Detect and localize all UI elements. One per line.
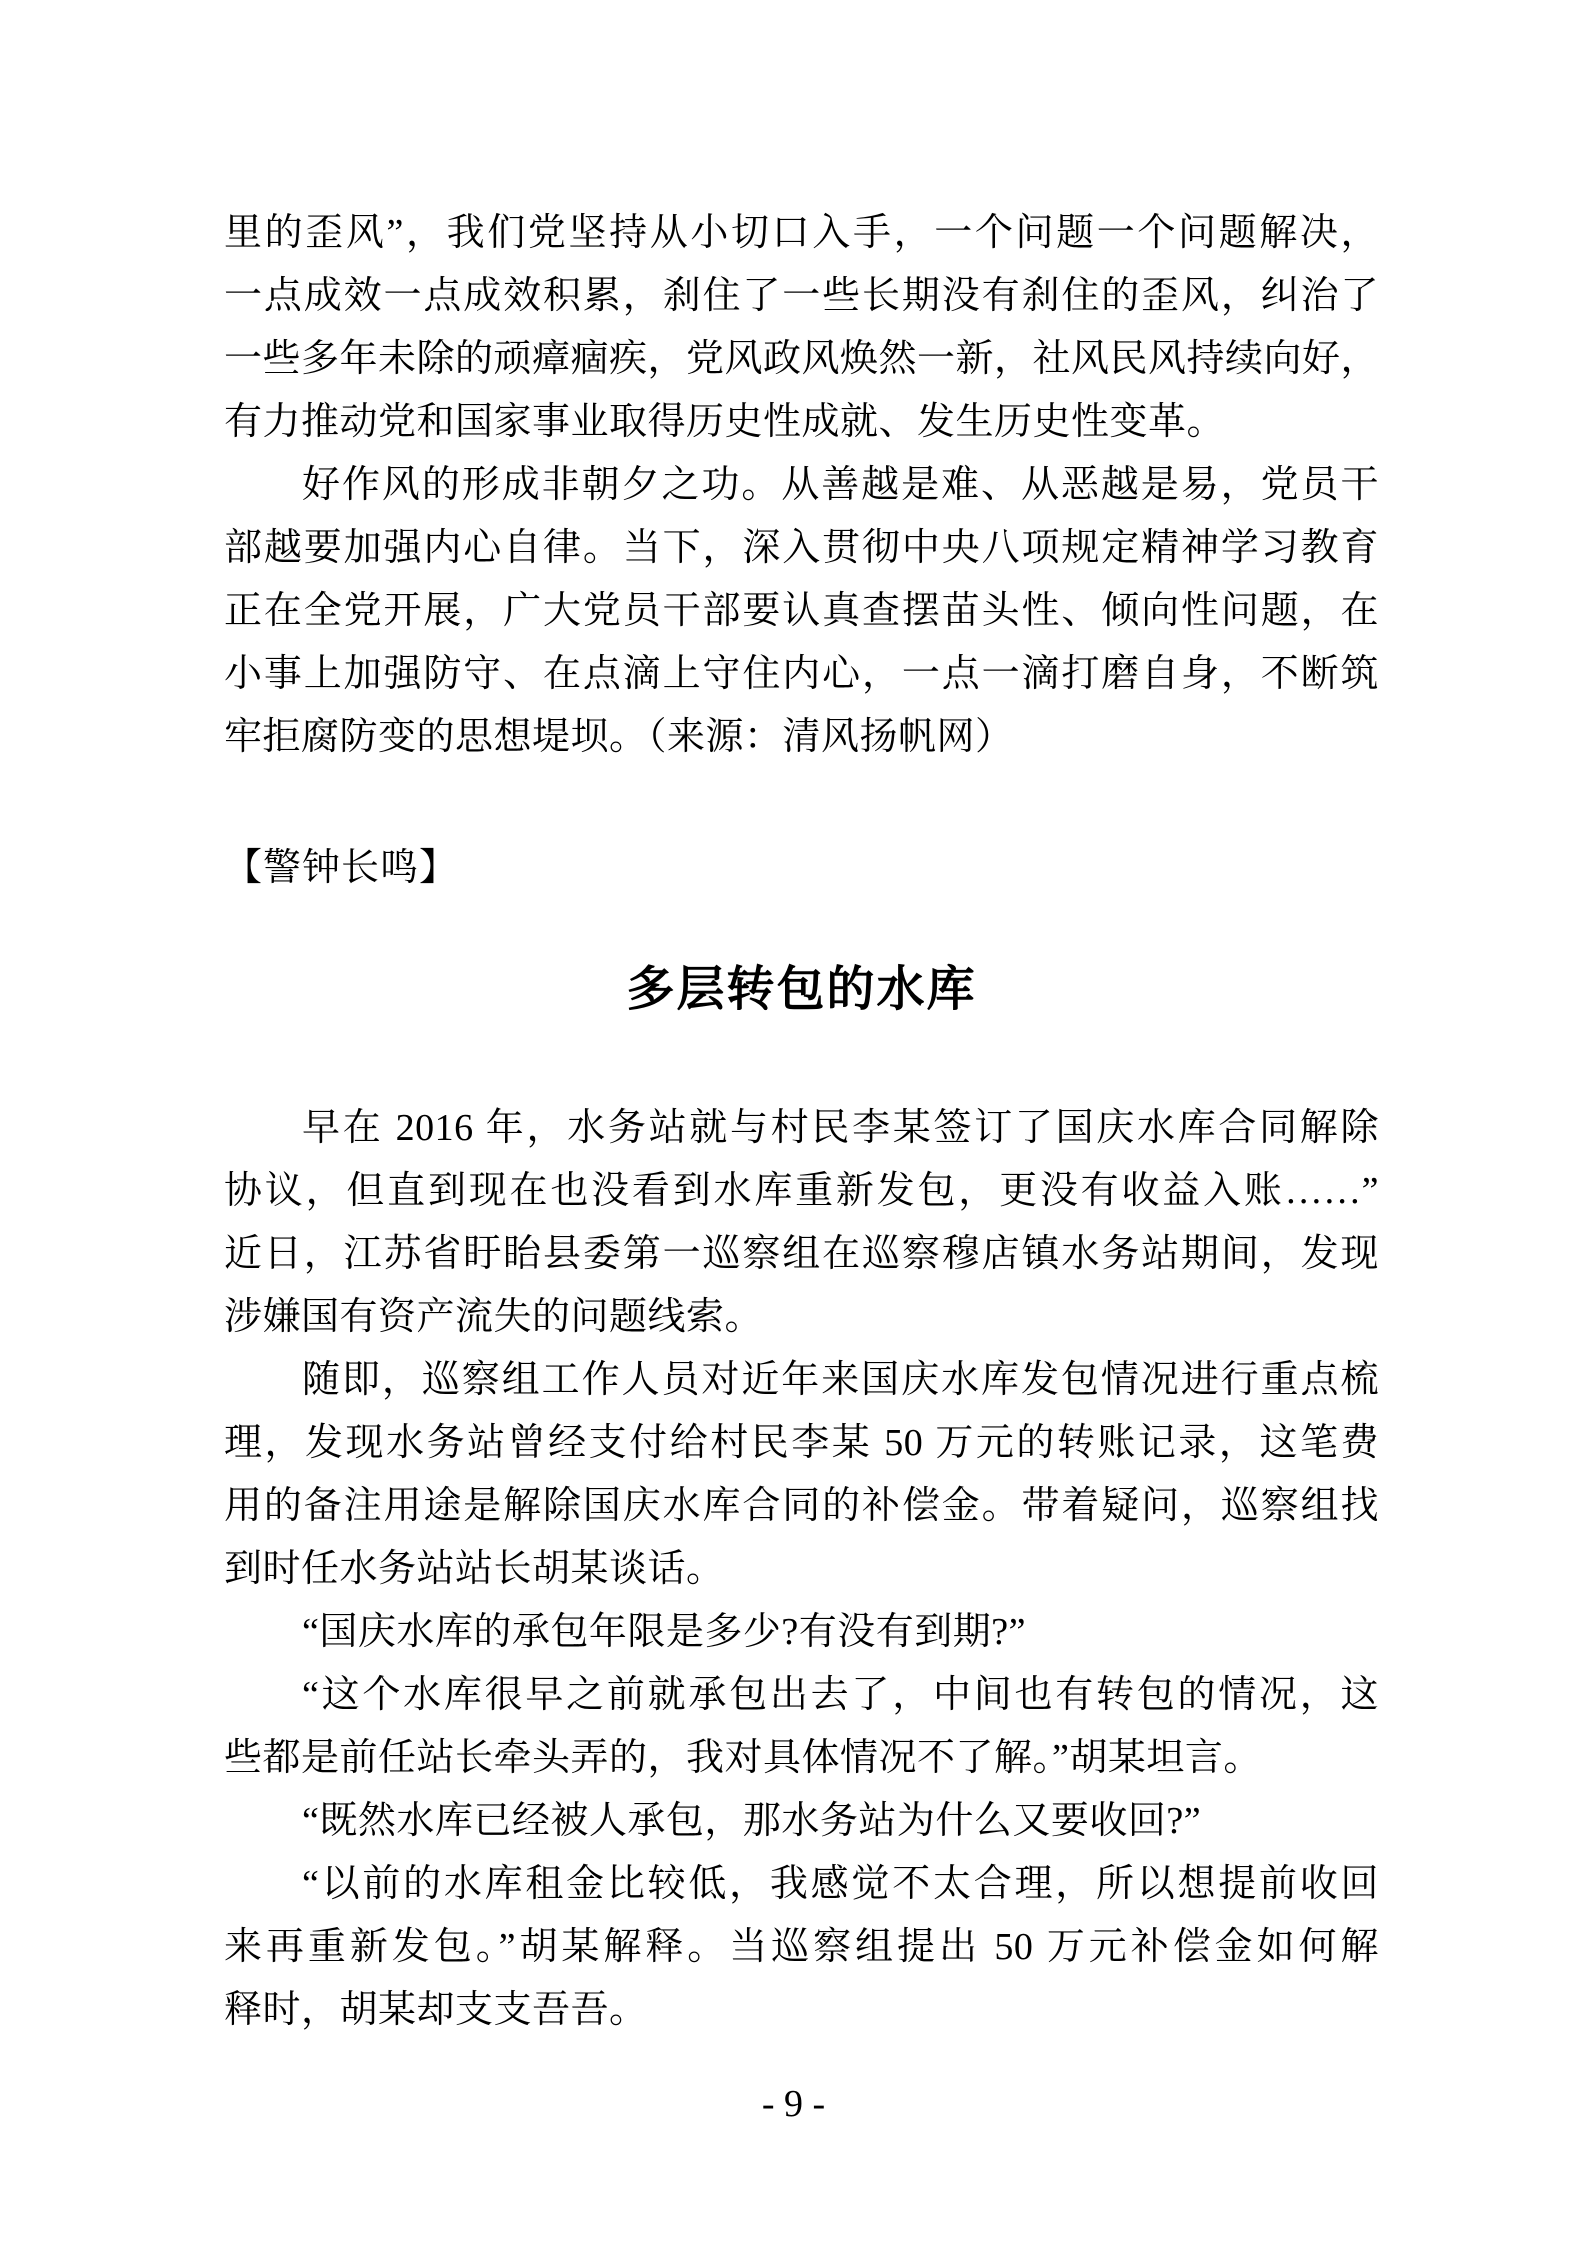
page-content — [224, 202, 1379, 2042]
text-line: 随即，巡察组工作人员对近年来国庆水库发包情况进行重点梳 — [302, 1359, 1379, 1401]
story-paragraph-1 — [224, 1097, 1379, 1349]
text-line: 部越要加强内心自律。当下，深入贯彻中央八项规定精神学习教育 — [224, 527, 1379, 569]
dialogue-line: 些都是前任站长牵头弄的，我对具体情况不了解。”胡某坦言。 — [224, 1737, 1262, 1779]
dialogue-line: 释时，胡某却支支吾吾。 — [224, 1989, 648, 2031]
story-paragraph-2 — [224, 1349, 1379, 1601]
text-line: 用的备注用途是解除国庆水库合同的补偿金。带着疑问，巡察组找 — [224, 1485, 1379, 1527]
lead-paragraph-1 — [224, 202, 1379, 454]
dialogue-line: “以前的水库租金比较低，我感觉不太合理，所以想提前收回 — [302, 1863, 1379, 1905]
text-line: 到时任水务站站长胡某谈话。 — [224, 1548, 725, 1590]
section-heading: 【警钟长鸣】 — [224, 847, 459, 889]
text-line: 一些多年未除的顽瘴痼疾，党风政风焕然一新，社风民风持续向好， — [224, 338, 1379, 380]
dialogue-paragraph-3 — [224, 1790, 1379, 1853]
dialogue-paragraph-4 — [224, 1853, 1379, 2042]
article-title: 多层转包的水库 — [626, 963, 977, 1016]
text-line: 正在全党开展，广大党员干部要认真查摆苗头性、倾向性问题，在 — [224, 590, 1379, 632]
text-line: 早在 2016 年，水务站就与村民李某签订了国庆水库合同解除 — [302, 1107, 1379, 1149]
dialogue-line: 来再重新发包。”胡某解释。当巡察组提出 50 万元补偿金如何解 — [224, 1926, 1379, 1968]
text-line: 牢拒腐防变的思想堤坝。（来源：清风扬帆网） — [224, 716, 1014, 758]
text-line: 小事上加强防守、在点滴上守住内心，一点一滴打磨自身，不断筑 — [224, 653, 1379, 695]
dialogue-line: “国庆水库的承包年限是多少?有没有到期?” — [302, 1611, 1026, 1653]
dialogue-paragraph-1 — [224, 1601, 1379, 1664]
page-number: - 9 - — [761, 2083, 826, 2125]
text-line: 涉嫌国有资产流失的问题线索。 — [224, 1296, 764, 1338]
text-line: 里的歪风”，我们党坚持从小切口入手，一个问题一个问题解决， — [224, 212, 1379, 254]
lead-paragraph-2 — [224, 454, 1379, 769]
text-line: 有力推动党和国家事业取得历史性成就、发生历史性变革。 — [224, 401, 1226, 443]
text-line: 理，发现水务站曾经支付给村民李某 50 万元的转账记录，这笔费 — [224, 1422, 1379, 1464]
dialogue-paragraph-2 — [224, 1664, 1379, 1790]
text-line: 协议，但直到现在也没看到水库重新发包，更没有收益入账……” — [224, 1170, 1379, 1212]
text-line: 好作风的形成非朝夕之功。从善越是难、从恶越是易，党员干 — [302, 464, 1379, 506]
text-line: 一点成效一点成效积累，刹住了一些长期没有刹住的歪风，纠治了 — [224, 275, 1379, 317]
text-line: 近日，江苏省盱眙县委第一巡察组在巡察穆店镇水务站期间，发现 — [224, 1233, 1379, 1275]
dialogue-line: “这个水库很早之前就承包出去了，中间也有转包的情况，这 — [302, 1674, 1379, 1716]
dialogue-line: “既然水库已经被人承包，那水务站为什么又要收回?” — [302, 1800, 1202, 1842]
